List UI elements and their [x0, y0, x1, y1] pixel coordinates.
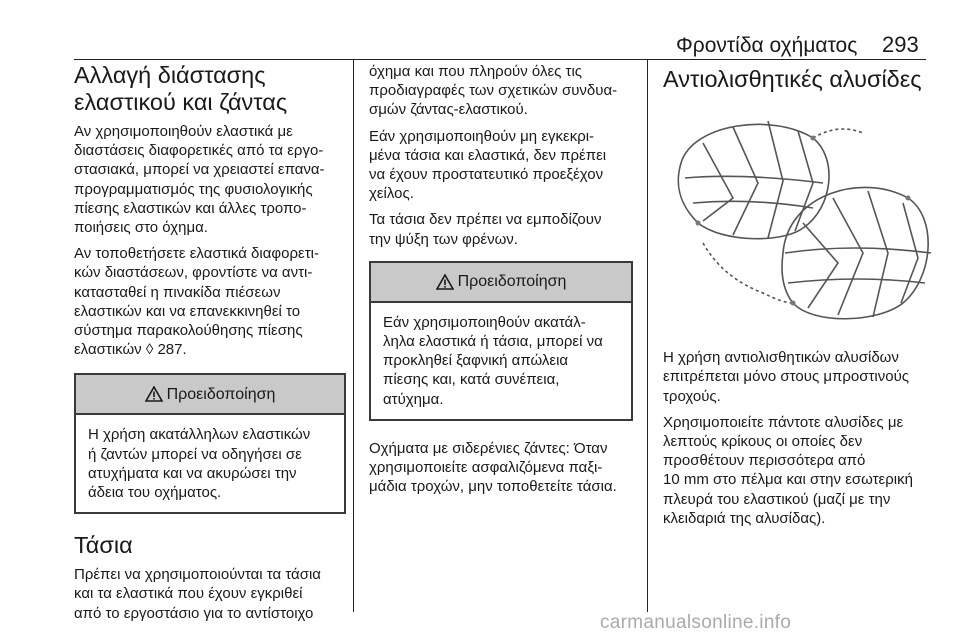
paragraph: Χρησιμοποιείτε πάντοτε αλυσίδες με λεπτούς κρίκους οι οποίες δεν προσθέτουν περισσότερα από 10 mm στο πέλμα και στην εσωτερική πλευρά του ελαστικού (μαζί με την κλειδαριά της αλυσίδας).: [663, 413, 913, 527]
section-heading-tyre-change: Αλλαγή διάστασης ελαστικού και ζάντας: [74, 62, 288, 115]
page-reference-link[interactable]: 287.: [157, 341, 187, 359]
paragraph: Οχήματα με σιδερένιες ζάντες: Όταν χρησιμοποιείτε ασφαλιζόμενα παξι- μάδια τροχών, μην τοποθετείτε τάσια.: [369, 439, 617, 496]
column-divider-2: [647, 60, 648, 612]
paragraph: Η χρήση αντιολισθητικών αλυσίδων επιτρέπεται μόνο στους μπροστινούς τροχούς.: [663, 349, 909, 405]
paragraph: Τα τάσια δεν πρέπει να εμποδίζουν την ψύξη των φρένων.: [369, 211, 602, 248]
header-rule: [74, 59, 926, 60]
paragraph: Πρέπει να χρησιμοποιούνται τα τάσια και τα ελαστικά που έχουν εγκριθεί από το εργοστάσιο για το αντίστοιχο: [74, 566, 321, 622]
warning-text: Η χρήση ακατάλληλων ελαστικών ή ζαντών μπορεί να οδηγήσει σε ατυχήματα και να ακυρώσει την άδεια του οχήματος.: [88, 426, 311, 502]
column-1: [74, 62, 346, 630]
page-header-title: Φροντίδα οχήματος: [676, 34, 858, 57]
footer-watermark: carmanualsonline.info: [600, 612, 792, 633]
section-heading-snow-chains: Αντιολισθητικές αλυσίδες: [663, 66, 922, 92]
section-heading-wheel-covers: Τάσια: [74, 532, 133, 559]
page-number: 293: [882, 32, 919, 57]
paragraph: Αν χρησιμοποιηθούν ελαστικά με διαστάσεις διαφορετικές από τα εργο- στασιακά, μπορεί να χρειαστεί επανα- προγραμματισμός της φυσιολογικής πίεσης ελαστικών και άλλες τροπο- ποιήσεις στο όχημα.: [74, 123, 325, 237]
warning-triangle-icon: [436, 274, 454, 290]
column-2: [369, 62, 633, 503]
paragraph: Εάν χρησιμοποιηθούν μη εγκεκρι- μένα τάσια και ελαστικά, δεν πρέπει να έχουν προστατευτικό προεξέχον χείλος.: [369, 127, 607, 203]
column-3: [663, 62, 943, 535]
warning-text: Εάν χρησιμοποιηθούν ακατάλ- ληλα ελαστικά ή τάσια, μπορεί να προκληθεί ξαφνική απώλεια πίεσης και, κατά συνέπεια, ατύχημα.: [383, 313, 603, 408]
paragraph: Αν τοποθετήσετε ελαστικά διαφορετι- κών διαστάσεων, φροντίστε να αντι- κατασταθεί η πινακίδα πιέσεων ελαστικών και να επανεκκινηθεί το σύστημα παρακολούθησης πίεσης ελαστικών ◊ 287.: [74, 245, 319, 359]
page-reference-arrow-icon: ◊: [145, 341, 154, 359]
warning-title: Προειδοποίηση: [457, 273, 567, 291]
warning-title: Προειδοποίηση: [166, 385, 276, 403]
warning-triangle-icon: [145, 386, 163, 402]
warning-box: [74, 373, 346, 514]
paragraph: όχημα και που πληρούν όλες τις προδιαγραφές των σχετικών συνδυα- σμών ζάντας-ελαστικού.: [369, 63, 618, 119]
warning-box: [369, 261, 633, 421]
column-divider-1: [353, 60, 354, 612]
snow-chains-illustration: [663, 103, 941, 331]
